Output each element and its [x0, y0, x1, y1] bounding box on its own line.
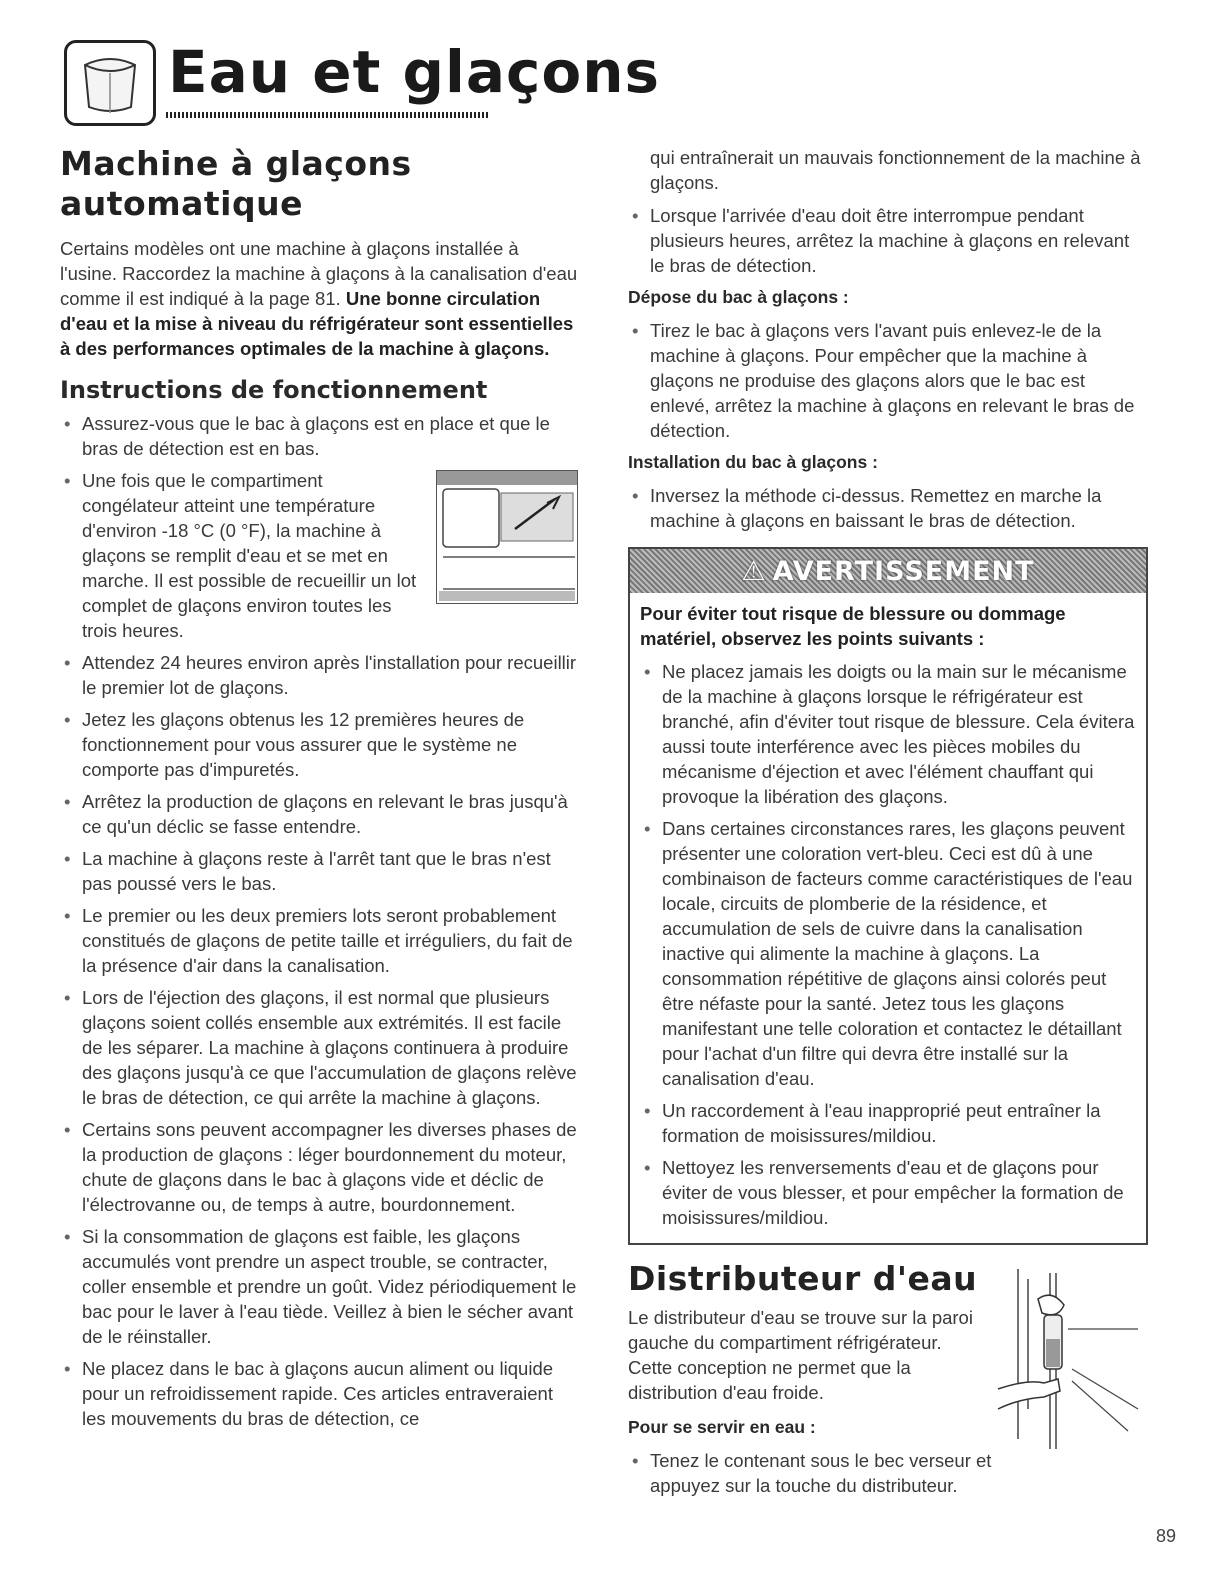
list-item: • Tenez le contenant sous le bec verseur et appuyez sur la touche du distributeur.: [628, 1448, 1008, 1498]
list-item: • Arrêtez la production de glaçons en relevant le bras jusqu'à ce qu'un déclic se fasse entendre.: [60, 789, 580, 839]
list-item: • Un raccordement à l'eau inapproprié peut entraîner la formation de moisissures/mildiou.: [640, 1098, 1136, 1148]
warning-banner-text: AVERTISSEMENT: [772, 555, 1035, 587]
list-item: • Lors de l'éjection des glaçons, il est normal que plusieurs glaçons soient collés ensemble aux extrémités. Il est facile de les séparer. La machine à glaçons continuera à produire des glaçons jusqu'à ce que l'accumulation de glaçons relève le bras de détection, ce qui arrête la machine à glaçons.: [60, 985, 580, 1110]
install-heading: Installation du bac à glaçons :: [628, 452, 878, 472]
list-item: • La machine à glaçons reste à l'arrêt tant que le bras n'est pas poussé vers le bas.: [60, 846, 580, 896]
title-underline: [166, 112, 488, 118]
page-title: Eau et glaçons: [168, 38, 661, 106]
right-column: [628, 145, 1148, 1505]
removal-heading: Dépose du bac à glaçons :: [628, 287, 849, 307]
removal-list: [628, 318, 1148, 443]
list-item: • Dans certaines circonstances rares, les glaçons peuvent présenter une coloration vert-bleu. Ceci est dû à une combinaison de facteurs comme caractéristiques de l'eau locale, circuits de plomberie de la résidence, et accumulation de sels de cuivre dans la canalisation inactive qui alimente la machine à glaçons. La consommation répétitive de glaçons ainsi colorés peut être néfaste pour la santé. Jetez tous les glaçons manifestant une telle coloration et contactez le détaillant pour l'achat d'un filtre qui devra être installé sur la canalisation d'eau.: [640, 816, 1136, 1091]
section-title-ice-maker: Machine à glaçons automatique: [60, 144, 412, 223]
dispenser-usage-heading: Pour se servir en eau :: [628, 1417, 816, 1437]
install-list: [628, 483, 1148, 533]
list-item: • Certains sons peuvent accompagner les diverses phases de la production de glaçons : léger bourdonnement du moteur, chute de glaçons dans le bac à glaçons vide et déclic de l'électrovanne ou, de temps à autre, bourdonnement.: [60, 1117, 580, 1217]
warning-body: [630, 593, 1146, 1243]
section-title-water-dispenser: Distributeur d'eau: [628, 1259, 978, 1298]
intro-bold-text: Une bonne circulation d'eau et la mise à niveau du réfrigérateur sont essentielles à des performances optimales de la machine à glaçons.: [60, 288, 574, 359]
instructions-list: [60, 411, 580, 1431]
continued-text: qui entraînerait un mauvais fonctionnement de la machine à glaçons.: [650, 147, 1141, 193]
intro-paragraph: [60, 236, 580, 361]
list-item: • Ne placez dans le bac à glaçons aucun aliment ou liquide pour un refroidissement rapide. Ces articles entraveraient les mouvements du bras de détection, ce: [60, 1356, 580, 1431]
list-item: • Tirez le bac à glaçons vers l'avant puis enlevez-le de la machine à glaçons. Pour empêcher que la machine à glaçons ne produise des glaçons alors que le bac est enlevé, arrêtez la machine à glaçons en relevant le bras de détection.: [628, 318, 1148, 443]
page-number: 89: [1155, 1526, 1176, 1546]
list-item: [60, 468, 580, 643]
list-item: • Nettoyez les renversements d'eau et de glaçons pour éviter de vous blesser, et pour empêcher la formation de moisissures/mildiou.: [640, 1155, 1136, 1230]
freezer-illustration: [436, 470, 578, 604]
list-item: • Lorsque l'arrivée d'eau doit être interrompue pendant plusieurs heures, arrêtez la machine à glaçons en relevant le bras de détection.: [628, 203, 1148, 278]
warning-box: [628, 547, 1148, 1245]
freezer-temperature-text: Une fois que le compartiment congélateur atteint une température d'environ -18 °C (0 °F), la machine à glaçons se remplit d'eau et se met en marche. Il est possible de recueillir un lot complet de glaçons environ toutes les trois heures.: [82, 470, 417, 641]
dispenser-paragraph: Le distributeur d'eau se trouve sur la paroi gauche du compartiment réfrigérateur. Cette conception ne permet que la distribution d'eau froide.: [628, 1307, 973, 1403]
water-dispenser-section: [628, 1259, 1148, 1498]
extra-list: [628, 203, 1148, 278]
list-item: • Assurez-vous que le bac à glaçons est en place et que le bras de détection est en bas.: [60, 411, 580, 461]
ice-cube-icon: [64, 40, 156, 126]
warning-triangle-icon: ⚠: [741, 555, 767, 587]
water-dispenser-illustration: [988, 1259, 1144, 1449]
warning-intro: Pour éviter tout risque de blessure ou dommage matériel, observez les points suivants :: [640, 603, 1066, 649]
dispenser-text-block: [628, 1259, 978, 1440]
dispenser-list: [628, 1448, 1008, 1498]
warning-banner: [630, 549, 1146, 593]
warning-list: [640, 659, 1136, 1230]
list-item: • Jetez les glaçons obtenus les 12 premières heures de fonctionnement pour vous assurer que le système ne comporte pas d'impuretés.: [60, 707, 580, 782]
list-item: • Le premier ou les deux premiers lots seront probablement constitués de glaçons de petite taille et irréguliers, du fait de la présence d'air dans la canalisation.: [60, 903, 580, 978]
list-item: • Inversez la méthode ci-dessus. Remettez en marche la machine à glaçons en baissant le bras de détection.: [628, 483, 1148, 533]
instructions-heading: Instructions de fonctionnement: [60, 376, 488, 404]
list-item: • Attendez 24 heures environ après l'installation pour recueillir le premier lot de glaçons.: [60, 650, 580, 700]
left-column: [60, 144, 580, 1438]
list-item: • Ne placez jamais les doigts ou la main sur le mécanisme de la machine à glaçons lorsque le réfrigérateur est branché, afin d'éviter tout risque de blessure. Cela évitera aussi toute interférence avec les pièces mobiles du mécanisme d'éjection et avec l'élément chauffant qui provoque la libération des glaçons.: [640, 659, 1136, 809]
list-item: • Si la consommation de glaçons est faible, les glaçons accumulés vont prendre un aspect trouble, se contracter, coller ensemble et prendre un goût. Videz périodiquement le bac pour le laver à l'eau tiède. Veillez à bien le sécher avant de le réinstaller.: [60, 1224, 580, 1349]
intro-text: Certains modèles ont une machine à glaçons installée à l'usine. Raccordez la machine à glaçons à la canalisation d'eau comme il est indiqué à la page 81.: [60, 238, 578, 309]
